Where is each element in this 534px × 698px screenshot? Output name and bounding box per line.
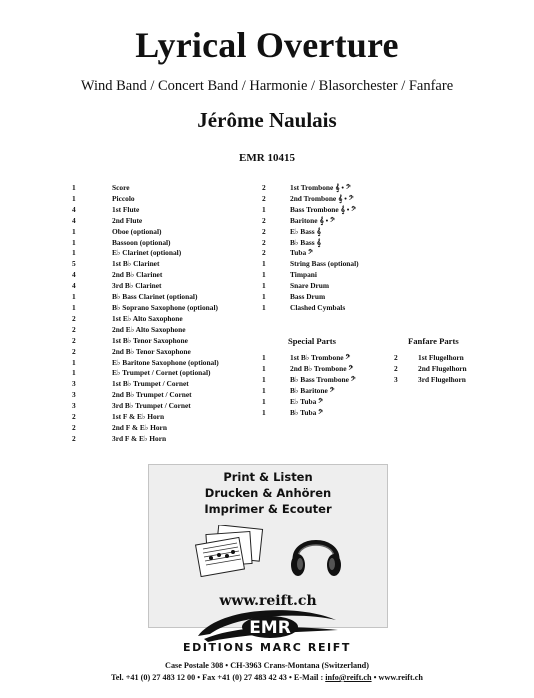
list-item: 1 String Bass (optional) (262, 259, 359, 269)
promo-line-en: Print & Listen (223, 470, 313, 484)
headphones-icon (287, 527, 345, 579)
list-item: 1 2nd B♭ Trombone 𝄢 (262, 363, 354, 373)
list-item: 2 2nd B♭ Tenor Saxophone (72, 346, 191, 356)
list-item: 2 2nd F & E♭ Horn (72, 422, 167, 432)
list-item: 1 Bass Drum (262, 292, 326, 302)
list-item: 2 Baritone 𝄞 • 𝄢 (262, 215, 335, 225)
list-item: 3 3rd Flugelhorn (394, 374, 466, 384)
list-item: 1 Timpani (262, 270, 317, 280)
list-item: 1 E♭ Clarinet (optional) (72, 248, 182, 258)
list-item: 2 2nd Flugelhorn (394, 363, 467, 373)
list-item: 2 1st E♭ Alto Saxophone (72, 313, 183, 323)
list-item: 1 Snare Drum (262, 281, 330, 291)
list-item: 2 3rd F & E♭ Horn (72, 433, 167, 443)
list-item: 3 2nd B♭ Trumpet / Cornet (72, 390, 192, 400)
list-item: 1 Oboe (optional) (72, 226, 162, 236)
list-item: 1 E♭ Trumpet / Cornet (optional) (72, 368, 211, 378)
catalog-number: EMR 10415 (239, 152, 295, 164)
publisher-contact: Tel. +41 (0) 27 483 12 00 • Fax +41 (0) 27 483 42 43 • E-Mail : info@reift.ch • www.reift.ch (111, 673, 423, 682)
list-item: 3 1st B♭ Trumpet / Cornet (72, 379, 189, 389)
publisher-name: EDITIONS MARC REIFT (183, 641, 351, 654)
list-item: 1 Score (72, 183, 130, 192)
sheet-music-icon (195, 525, 267, 577)
list-item: 4 3rd B♭ Clarinet (72, 281, 162, 291)
list-item: 2 1st Trombone 𝄞 • 𝄢 (262, 183, 351, 192)
print-listen-banner[interactable] (148, 464, 388, 628)
list-item: 1 B♭ Baritone 𝄢 (262, 385, 335, 395)
list-item: 4 1st Flute (72, 204, 140, 214)
list-item: 1 Clashed Cymbals (262, 302, 346, 312)
list-item: 1 B♭ Soprano Saxophone (optional) (72, 302, 218, 312)
list-item: 1 B♭ Bass Clarinet (optional) (72, 292, 198, 302)
list-item: 1 Bassoon (optional) (72, 237, 171, 247)
list-item: 2 E♭ Bass 𝄞 (262, 226, 321, 236)
promo-line-de: Drucken & Anhören (204, 486, 332, 500)
list-item: 4 2nd B♭ Clarinet (72, 270, 163, 280)
list-item: 1 1st B♭ Trombone 𝄢 (262, 353, 351, 362)
list-item: 2 2nd Trombone 𝄞 • 𝄢 (262, 193, 354, 203)
list-item: 2 Tuba 𝄢 (262, 248, 313, 258)
list-item: 2 2nd E♭ Alto Saxophone (72, 324, 186, 334)
ensemble-subtitle: Wind Band / Concert Band / Harmonie / Blasorchester / Fanfare (80, 78, 454, 94)
list-item: 2 1st B♭ Tenor Saxophone (72, 335, 188, 345)
special-parts-heading: Special Parts (288, 336, 336, 346)
list-item: 1 B♭ Tuba 𝄢 (262, 407, 323, 417)
fanfare-parts-heading: Fanfare Parts (408, 336, 459, 346)
fanfare-parts-list (394, 353, 467, 386)
list-item: 3 3rd B♭ Trumpet / Cornet (72, 401, 191, 411)
list-item: 1 E♭ Baritone Saxophone (optional) (72, 357, 219, 367)
parts-list-left (72, 183, 219, 445)
list-item: 1 Piccolo (72, 193, 135, 203)
list-item: 2 1st Flugelhorn (394, 353, 464, 362)
list-item: 5 1st B♭ Clarinet (72, 259, 160, 269)
special-parts-list (262, 353, 356, 418)
list-item: 1 Bass Trombone 𝄞 • 𝄢 (262, 204, 356, 214)
logo-text: EMR (249, 618, 291, 638)
page-title: Lyrical Overture (135, 25, 399, 65)
website-link[interactable]: www.reift.ch (219, 593, 317, 609)
list-item: 2 1st F & E♭ Horn (72, 412, 165, 422)
email-link[interactable]: info@reift.ch (325, 673, 372, 682)
parts-list-middle (262, 183, 359, 314)
list-item: 1 B♭ Bass Trombone 𝄢 (262, 374, 356, 384)
emr-logo (190, 606, 344, 644)
composer-name: Jérôme Naulais (197, 108, 337, 132)
publisher-address: Case Postale 308 • CH-3963 Crans-Montana (Switzerland) (165, 661, 369, 670)
promo-line-fr: Imprimer & Ecouter (204, 502, 332, 516)
list-item: 4 2nd Flute (72, 215, 143, 225)
list-item: 1 E♭ Tuba 𝄢 (262, 396, 323, 406)
list-item: 2 B♭ Bass 𝄞 (262, 237, 321, 247)
